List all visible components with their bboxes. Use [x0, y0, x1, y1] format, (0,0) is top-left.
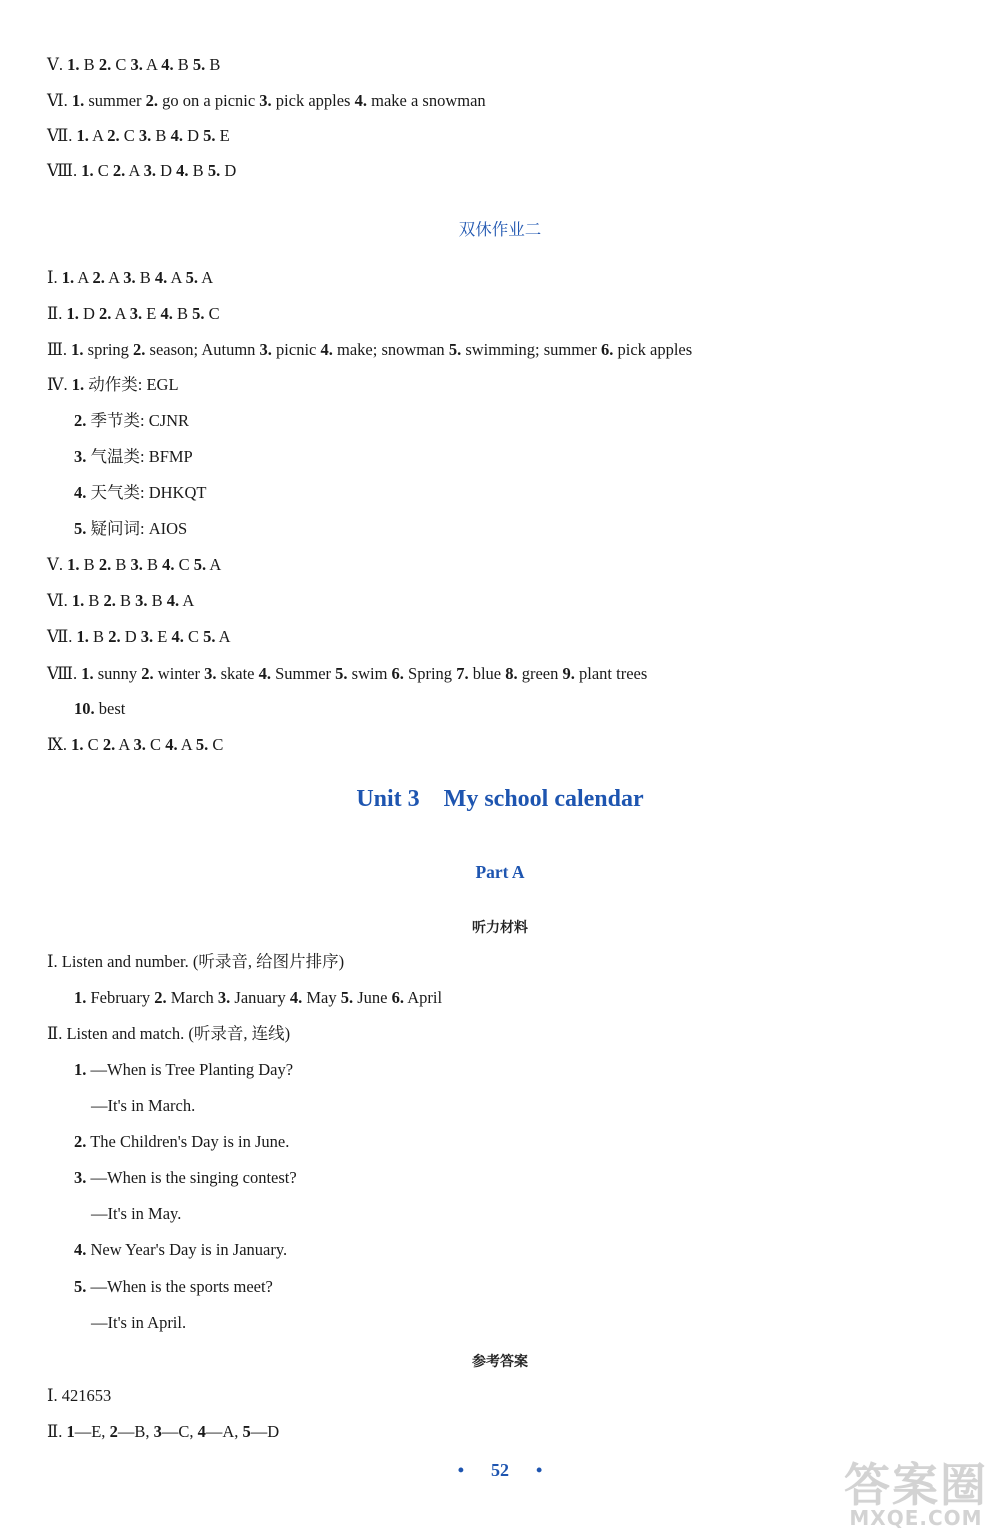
listening-line: 2. The Children's Day is in June. — [74, 1132, 290, 1151]
watermark-sub: MXQE.COM — [849, 1506, 983, 1530]
listening-line: —It's in April. — [91, 1313, 187, 1332]
answer-line: Ⅷ. 1. C 2. A 3. D 4. B 5. D — [47, 161, 237, 180]
answer-line: 5. 疑问词: AIOS — [74, 519, 188, 538]
answer-line: Ⅴ. 1. B 2. C 3. A 4. B 5. B — [47, 55, 221, 74]
unit-title: Unit 3 My school calendar — [356, 786, 644, 812]
answer-line: Ⅰ. 1. A 2. A 3. B 4. A 5. A — [47, 268, 214, 287]
watermark — [844, 1458, 988, 1530]
answer-line: 4. 天气类: DHKQT — [74, 483, 207, 502]
answer-line: Ⅴ. 1. B 2. B 3. B 4. C 5. A — [47, 555, 222, 574]
listening-heading: 听力材料 — [472, 920, 528, 936]
listening-line: —It's in May. — [91, 1204, 182, 1223]
answer-line: Ⅱ. 1. D 2. A 3. E 4. B 5. C — [47, 304, 220, 323]
answer-line: 3. 气温类: BFMP — [74, 447, 193, 466]
answer-line: Ⅶ. 1. B 2. D 3. E 4. C 5. A — [47, 627, 231, 646]
answer-line: Ⅵ. 1. B 2. B 3. B 4. A — [47, 591, 195, 610]
listening-line: Ⅱ. Listen and match. (听录音, 连线) — [47, 1024, 291, 1043]
answers-heading: 参考答案 — [472, 1354, 528, 1370]
listening-line: 1. February 2. March 3. January 4. May 5. June 6. April — [74, 988, 443, 1007]
answer-line: Ⅶ. 1. A 2. C 3. B 4. D 5. E — [47, 126, 230, 145]
answer-line: Ⅱ. 1—E, 2—B, 3—C, 4—A, 5—D — [47, 1422, 280, 1441]
answer-line: 2. 季节类: CJNR — [74, 411, 190, 430]
part-title: Part A — [475, 862, 525, 882]
answer-line: Ⅰ. 421653 — [47, 1386, 112, 1405]
watermark-main: 答案圈 — [844, 1458, 988, 1512]
listening-line: 1. —When is Tree Planting Day? — [74, 1060, 294, 1079]
listening-line: 5. —When is the sports meet? — [74, 1277, 273, 1296]
section-heading: 双休作业二 — [458, 220, 542, 239]
answer-line: Ⅷ. 1. sunny 2. winter 3. skate 4. Summer 5. swim 6. Spring 7. blue 8. green 9. plant trees — [47, 664, 648, 683]
page-number-value: 52 — [491, 1460, 509, 1480]
listening-line: Ⅰ. Listen and number. (听录音, 给图片排序) — [47, 952, 345, 971]
answer-line: Ⅳ. 1. 动作类: EGL — [47, 375, 179, 394]
listening-line: —It's in March. — [91, 1096, 196, 1115]
listening-line: 3. —When is the singing contest? — [74, 1168, 297, 1187]
answer-line: Ⅵ. 1. summer 2. go on a picnic 3. pick apples 4. make a snowman — [47, 91, 486, 110]
listening-line: 4. New Year's Day is in January. — [74, 1240, 288, 1259]
answer-line: Ⅸ. 1. C 2. A 3. C 4. A 5. C — [47, 735, 224, 754]
answer-line: 10. best — [74, 699, 126, 718]
page-bullet-right: • — [536, 1460, 543, 1480]
answer-line: Ⅲ. 1. spring 2. season; Autumn 3. picnic 4. make; snowman 5. swimming; summer 6. pick apples — [47, 340, 693, 359]
page-bullet-left: • — [457, 1460, 464, 1480]
